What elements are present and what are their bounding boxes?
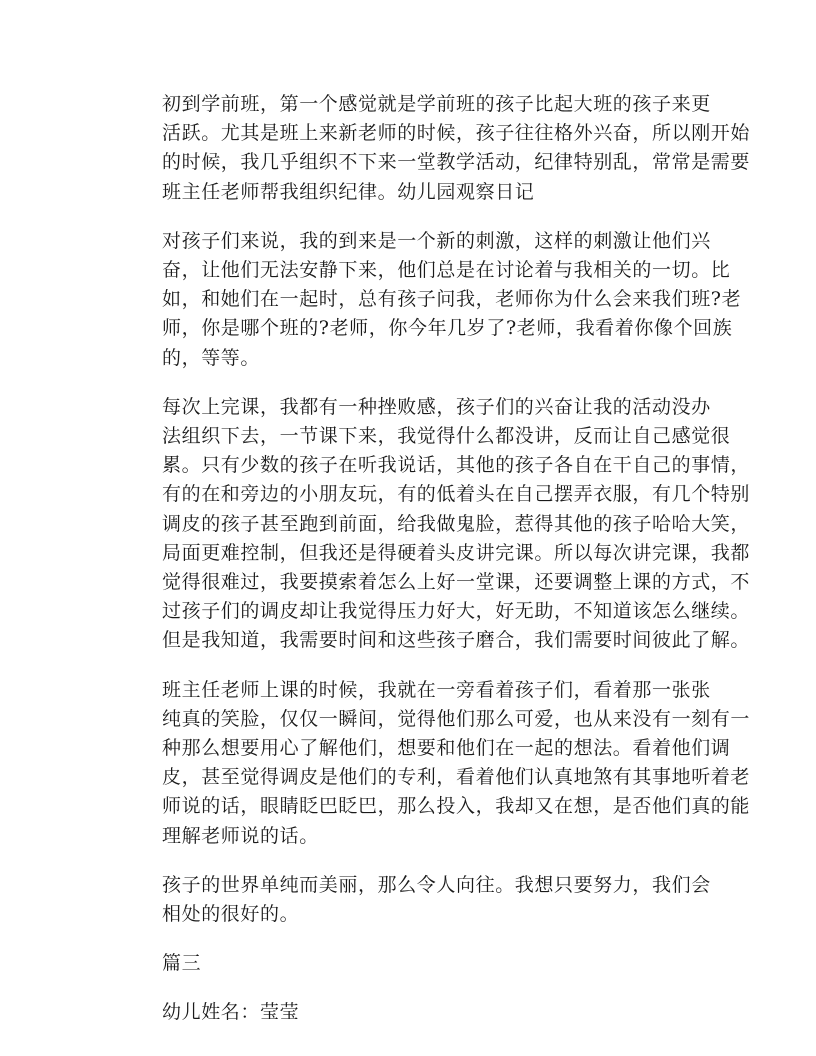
text-line: 活跃。尤其是班上来新老师的时候，孩子往往格外兴奋，所以刚开始 [162, 122, 751, 145]
text-line: 过孩子们的调皮却让我觉得压力好大，好无助，不知道该怎么继续。 [162, 600, 751, 623]
text-line: 师，你是哪个班的?老师，你今年几岁了?老师，我看着你像个回族 [162, 317, 733, 340]
text-line: 觉得很难过，我要摸索着怎么上好一堂课，还要调整上课的方式，不 [162, 571, 751, 594]
paragraph-4 [122, 676, 751, 851]
text-line: 每次上完课，我都有一种挫败感，孩子们的兴奋让我的活动没办 [162, 395, 711, 418]
text-line: 理解老师说的话。 [162, 824, 319, 847]
text-line: 的时候，我几乎组织不下来一堂教学活动，纪律特别乱，常常是需要 [162, 151, 751, 174]
paragraph-2 [122, 227, 742, 373]
text-line: 师说的话，眼睛眨巴眨巴，那么投入，我却又在想，是否他们真的能 [162, 795, 751, 818]
text-line: 初到学前班，第一个感觉就是学前班的孩子比起大班的孩子来更 [162, 93, 711, 115]
text-line: 累。只有少数的孩子在听我说话，其他的孩子各自在干自己的事情， [162, 454, 751, 477]
text-line: 有的在和旁边的小朋友玩，有的低着头在自己摆弄衣服，有几个特别 [162, 483, 751, 506]
text-line: 调皮的孩子甚至跑到前面，给我做鬼脸，惹得其他的孩子哈哈大笑， [162, 512, 751, 535]
text-line: 班主任老师上课的时候，我就在一旁看着孩子们，看着那一张张 [162, 678, 711, 701]
paragraph-1 [122, 90, 751, 207]
text-line: 奋，让他们无法安静下来，他们总是在讨论着与我相关的一切。比 [162, 259, 731, 282]
child-name-line: 幼儿姓名：莹莹 [162, 1001, 300, 1024]
text-line: 相处的很好的。 [162, 903, 300, 926]
text-line: 种那么想要用心了解他们，想要和他们在一起的想法。看着他们调 [162, 737, 731, 760]
text-line: 班主任老师帮我组织纪律。幼儿园观察日记 [162, 180, 535, 203]
text-line: 对孩子们来说，我的到来是一个新的刺激，这样的刺激让他们兴 [162, 229, 711, 252]
text-line: 局面更难控制，但我还是得硬着头皮讲完课。所以每次讲完课，我都 [162, 541, 751, 564]
text-line: 如，和她们在一起时，总有孩子问我，老师你为什么会来我们班?老 [162, 288, 742, 311]
text-line: 孩子的世界单纯而美丽，那么令人向往。我想只要努力，我们会 [162, 873, 711, 896]
text-line: 的，等等。 [162, 346, 261, 369]
text-line: 纯真的笑脸，仅仅一瞬间，觉得他们那么可爱，也从来没有一刻有一 [162, 707, 751, 730]
text-line: 但是我知道，我需要时间和这些孩子磨合，我们需要时间彼此了解。 [162, 629, 751, 652]
paragraph-5 [122, 871, 711, 929]
text-line: 皮，甚至觉得调皮是他们的专利，看着他们认真地煞有其事地听着老 [162, 766, 751, 789]
text-line: 法组织下去，一节课下来，我觉得什么都没讲，反而让自己感觉很 [162, 425, 731, 448]
section-heading: 篇三 [162, 952, 202, 975]
paragraph-3 [122, 393, 751, 656]
